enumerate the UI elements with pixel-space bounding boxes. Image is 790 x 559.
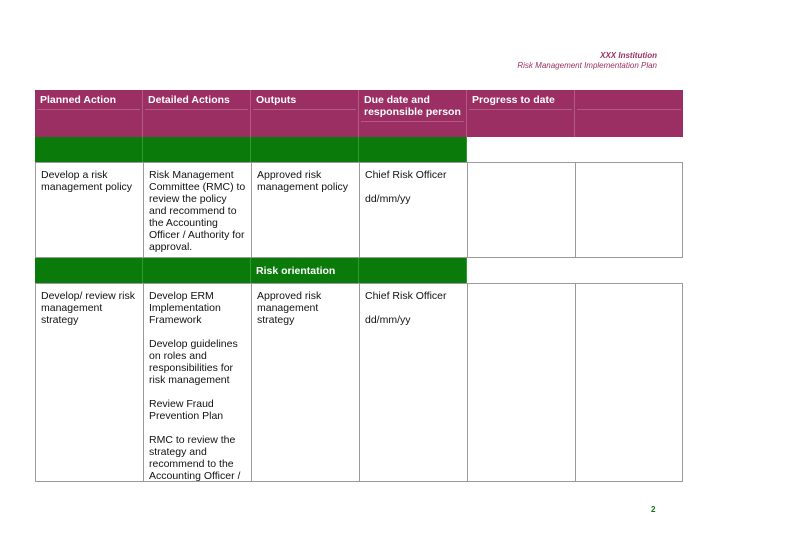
due-date: dd/mm/yy xyxy=(365,314,411,326)
column-header-outputs: Outputs xyxy=(251,90,359,137)
column-header-due-date: Due date and responsible person xyxy=(359,90,467,137)
due-date-cell xyxy=(359,163,467,258)
detailed-action-item: Develop guidelines on roles and responsibilities for risk management xyxy=(149,338,238,386)
due-date-cell xyxy=(359,284,467,482)
column-header-blank xyxy=(575,90,683,137)
section-cell xyxy=(359,258,467,283)
section-row xyxy=(35,137,683,162)
section-cell xyxy=(359,137,467,162)
plan-title: Risk Management Implementation Plan xyxy=(517,61,657,70)
section-row xyxy=(35,258,683,283)
implementation-plan-table xyxy=(35,90,683,482)
detailed-action-item: Develop ERM Implementation Framework xyxy=(149,290,221,326)
column-header-planned-action: Planned Action xyxy=(35,90,143,137)
planned-action-cell: Develop/ review risk management strategy xyxy=(35,284,143,482)
responsible-person: Chief Risk Officer xyxy=(365,290,447,302)
section-cell xyxy=(143,137,251,162)
page-number: 2 xyxy=(651,505,656,514)
outputs-cell: Approved risk management policy xyxy=(251,163,359,258)
detailed-action-item: RMC to review the strategy and recommend to the Accounting Officer / xyxy=(149,434,241,482)
outputs-cell: Approved risk management strategy xyxy=(251,284,359,482)
section-title xyxy=(251,137,359,162)
due-date: dd/mm/yy xyxy=(365,193,411,205)
detailed-action-item: Review Fraud Prevention Plan xyxy=(149,398,224,422)
extra-cell xyxy=(575,284,683,482)
column-header-detailed-actions: Detailed Actions xyxy=(143,90,251,137)
table-row xyxy=(35,283,683,482)
table-header-row xyxy=(35,90,683,137)
section-title: Risk orientation xyxy=(251,258,359,283)
section-cell xyxy=(35,137,143,162)
table-row xyxy=(35,162,683,258)
document-header xyxy=(517,51,657,71)
extra-cell xyxy=(575,163,683,258)
section-cell-empty xyxy=(575,258,683,283)
section-cell-empty xyxy=(467,258,575,283)
section-cell-empty xyxy=(467,137,575,162)
section-cell-empty xyxy=(575,137,683,162)
responsible-person: Chief Risk Officer xyxy=(365,169,447,181)
section-cell xyxy=(35,258,143,283)
section-cell xyxy=(143,258,251,283)
institution-name: XXX Institution xyxy=(600,51,657,60)
detailed-actions-cell: Risk Management Committee (RMC) to review the policy and recommend to the Accounting Officer / Authority for approval. xyxy=(143,163,251,258)
column-header-progress: Progress to date xyxy=(467,90,575,137)
progress-cell xyxy=(467,163,575,258)
detailed-actions-cell xyxy=(143,284,251,482)
planned-action-cell: Develop a risk management policy xyxy=(35,163,143,258)
progress-cell xyxy=(467,284,575,482)
